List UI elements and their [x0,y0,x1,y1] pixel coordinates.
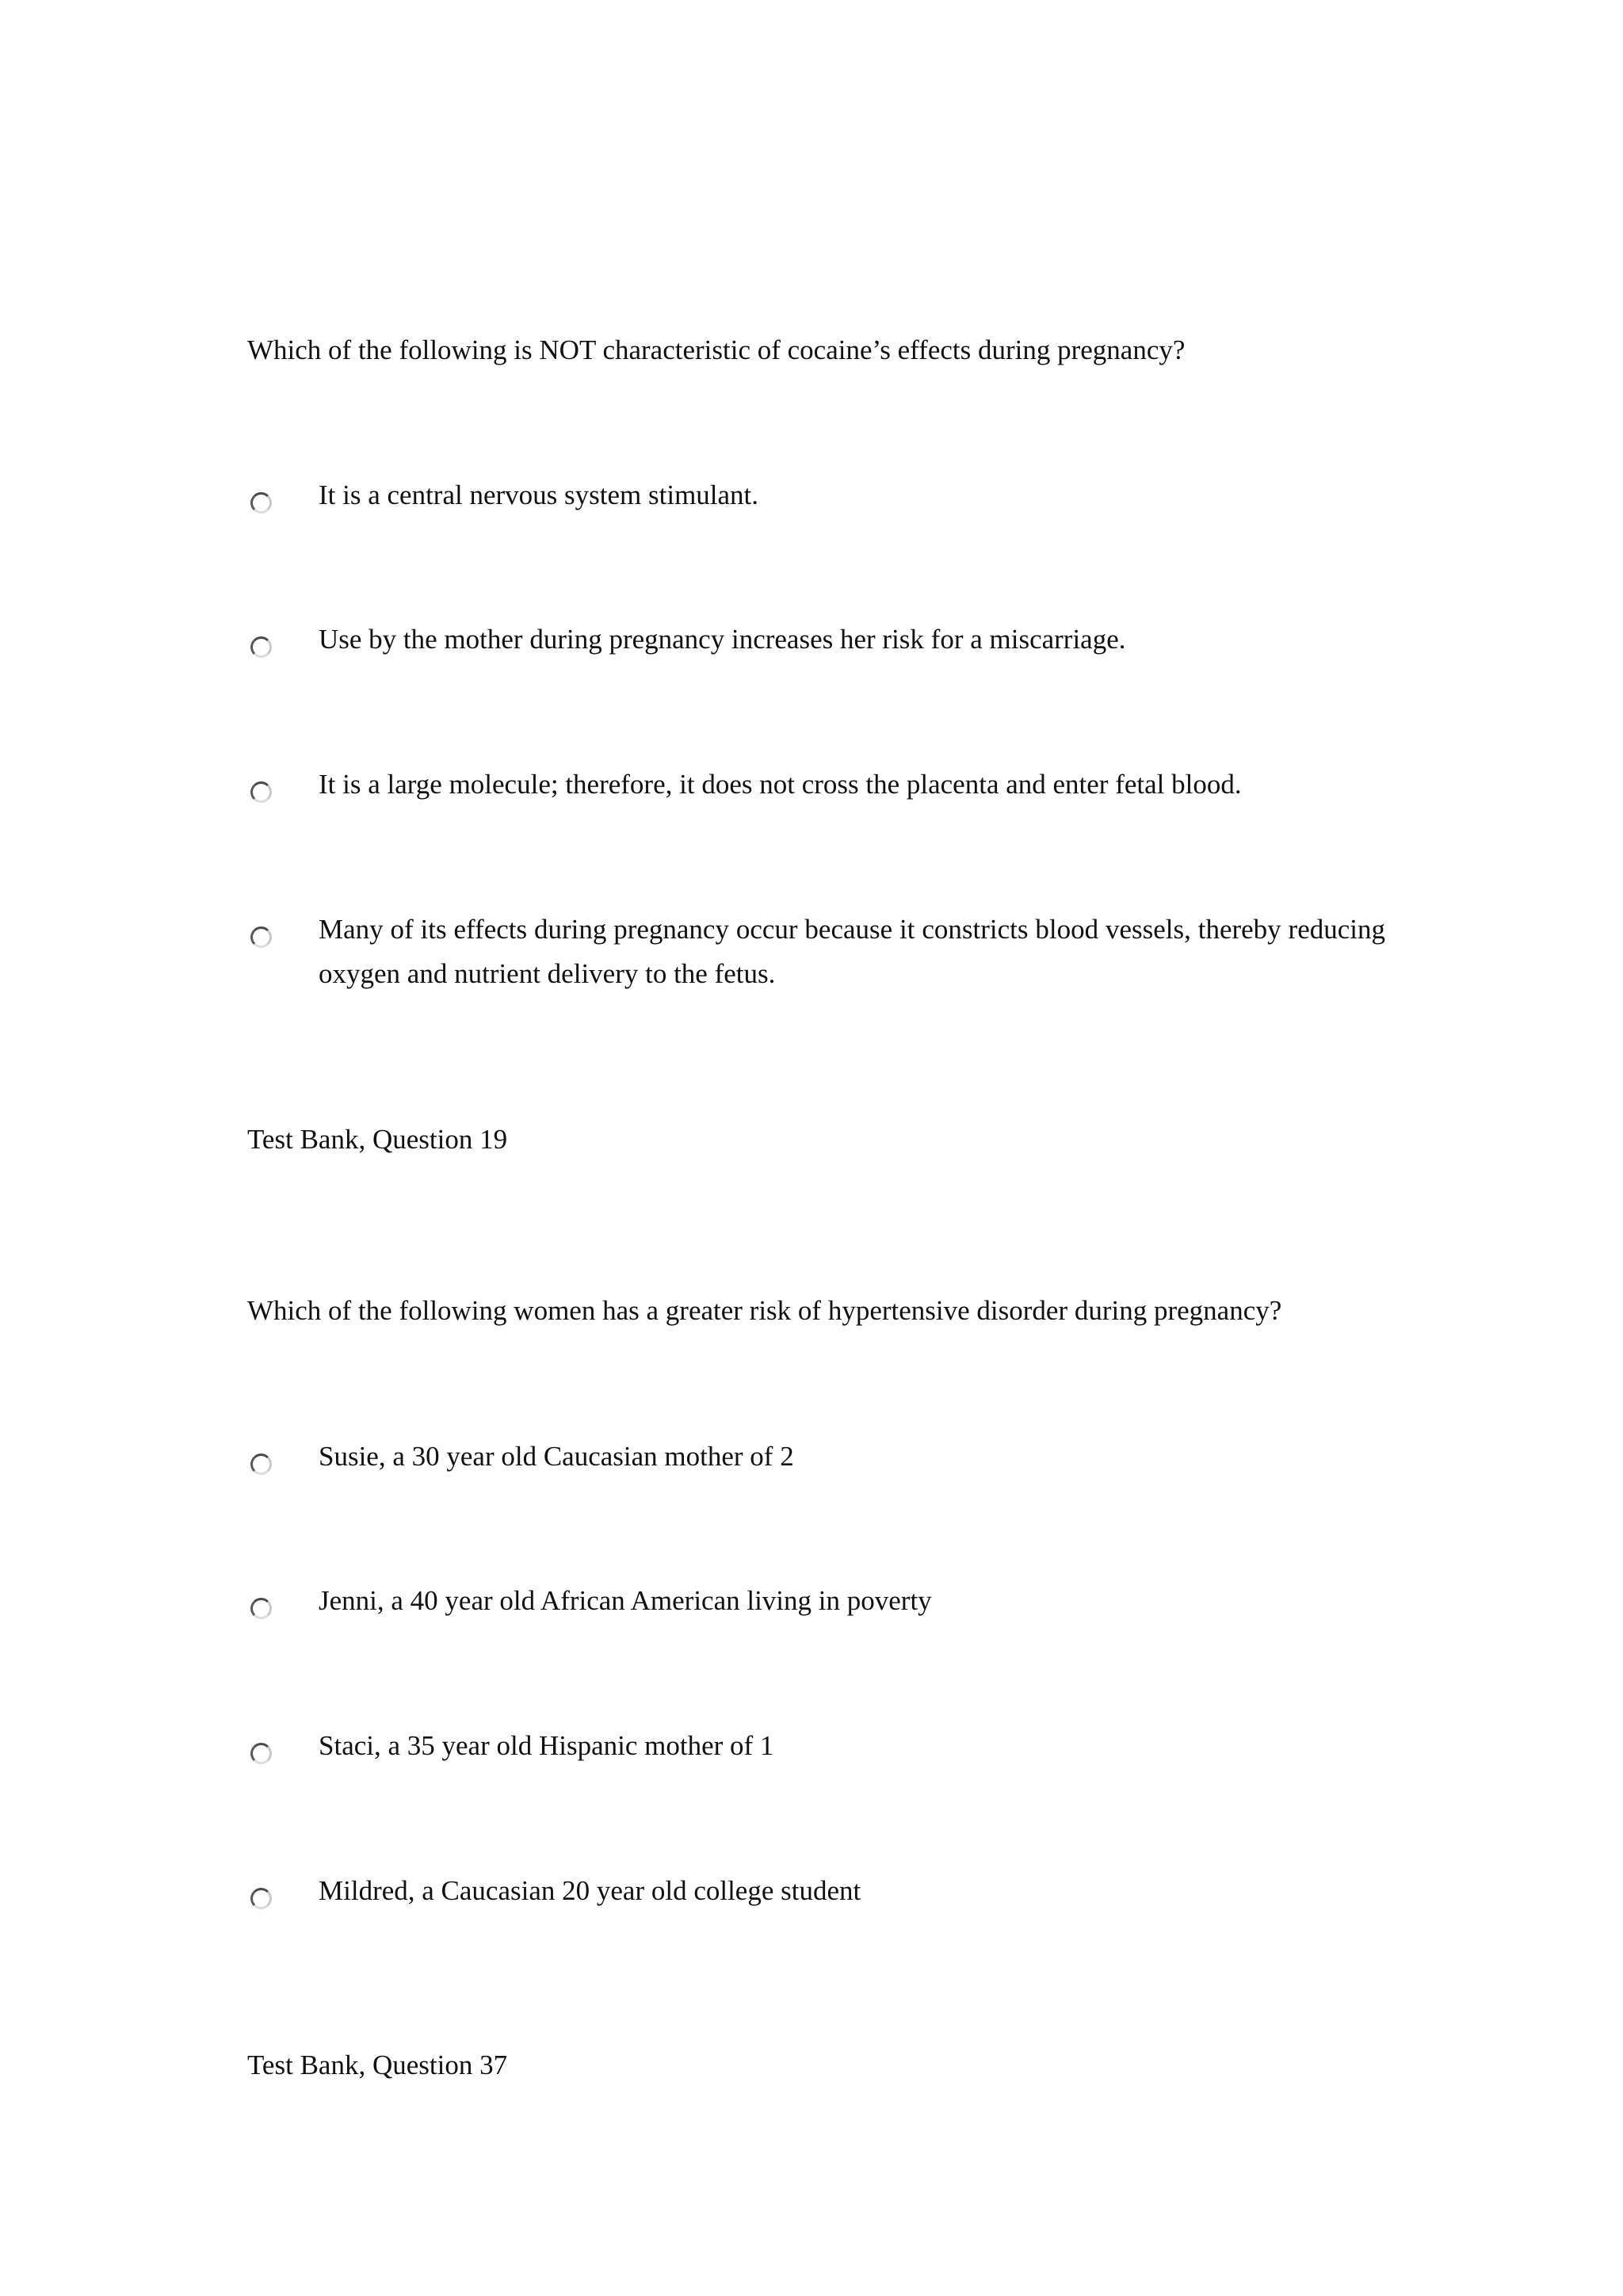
radio-button-icon[interactable] [250,781,272,803]
radio-button-icon[interactable] [250,1598,272,1619]
question-1-option-1[interactable] [247,473,1385,518]
radio-button-icon[interactable] [250,1454,272,1475]
question-2-option-3[interactable] [247,1724,1385,1768]
question-1-option-3[interactable] [247,762,1385,807]
option-label: Staci, a 35 year old Hispanic mother of 1 [319,1730,774,1761]
radio-button-icon[interactable] [250,926,272,948]
option-label: Use by the mother during pregnancy increases her risk for a miscarriage. [319,624,1126,655]
radio-button-icon[interactable] [250,492,272,514]
radio-button-icon[interactable] [250,1743,272,1764]
question-1-option-2[interactable] [247,617,1385,662]
option-label: Susie, a 30 year old Caucasian mother of 2 [319,1441,794,1472]
radio-button-icon[interactable] [250,636,272,658]
question-2-source: Test Bank, Question 37 [247,2050,508,2080]
option-label: Mildred, a Caucasian 20 year old college student [319,1875,861,1906]
option-label: Many of its effects during pregnancy occur because it constricts blood vessels, thereby reducing oxygen and nutrient delivery to the fetus. [319,914,1385,989]
option-label: It is a central nervous system stimulant. [319,479,759,510]
question-1-source: Test Bank, Question 19 [247,1124,508,1155]
option-label: It is a large molecule; therefore, it does not cross the placenta and enter fetal blood. [319,769,1242,800]
radio-button-icon[interactable] [250,1888,272,1909]
question-2-option-2[interactable] [247,1579,1385,1623]
question-2-option-4[interactable] [247,1869,1385,1913]
question-1-option-4[interactable] [247,907,1385,996]
option-label: Jenni, a 40 year old African American living in poverty [319,1585,932,1616]
question-2-prompt: Which of the following women has a greater risk of hypertensive disorder during pregnancy? [247,1295,1282,1326]
question-2-option-1[interactable] [247,1435,1385,1479]
question-1-prompt: Which of the following is NOT characteristic of cocaine’s effects during pregnancy? [247,334,1186,365]
